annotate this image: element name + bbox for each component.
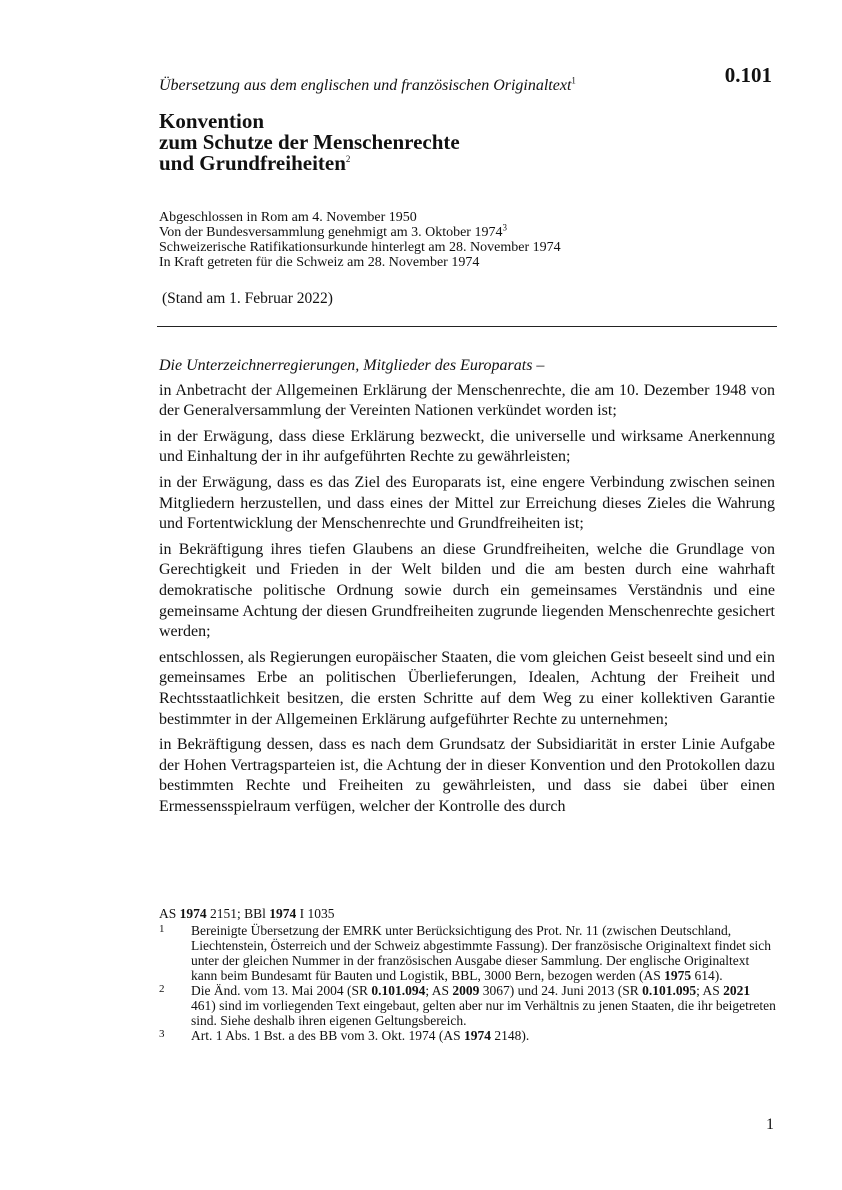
title-line-3: und Grundfreiheiten xyxy=(159,151,346,175)
sr-number: 0.101 xyxy=(724,63,772,87)
footnote-text-part: Art. 1 Abs. 1 Bst. a des BB vom 3. Okt. 1974 (AS xyxy=(191,1028,465,1043)
footnote-2 xyxy=(159,983,777,1028)
document-title xyxy=(159,111,460,174)
footnote-text xyxy=(191,923,777,983)
footnote-text-part: Die Änd. vom 13. Mai 2004 (SR xyxy=(191,983,372,998)
footnote-ref-1[interactable]: 1 xyxy=(571,75,576,86)
footnote-text xyxy=(191,983,777,1028)
footnote-text-part: 2148). xyxy=(491,1028,530,1043)
source-year: 1974 xyxy=(179,906,207,921)
footnote-text-part: ; AS xyxy=(696,983,724,998)
title-line-1: Konvention xyxy=(159,109,265,133)
title-line-2: zum Schutze der Menschenrechte xyxy=(159,130,460,154)
preamble-intro: Die Unterzeichnerregierungen, Mitglieder des Europarats – xyxy=(159,357,545,374)
footnote-number: 1 xyxy=(159,923,165,935)
translation-note-text: Übersetzung aus dem englischen und französischen Originaltext xyxy=(159,77,572,94)
footnote-text-part: 614). xyxy=(691,968,723,983)
source-reference xyxy=(159,906,777,921)
preamble xyxy=(159,356,775,822)
footnote-text-part: ; AS xyxy=(425,983,453,998)
source-text: AS xyxy=(159,906,180,921)
footnote-1 xyxy=(159,923,777,983)
footnote-bold: 1975 xyxy=(664,968,692,983)
footnote-ref-2[interactable]: 2 xyxy=(345,154,351,164)
translation-note xyxy=(159,77,576,95)
source-text: I 1035 xyxy=(296,906,335,921)
footnote-text-part: Bereinigte Übersetzung der EMRK unter Berücksichtigung des Prot. Nr. 11 (zwischen Deutschland, Liechtenstein, Österreich und der Schweiz abgestimmte Fassung). Der französische Originaltext findet sich unter der gleichen Nummer in der französischen Ausgabe dieser Sammlung. Der englische Originaltext kann beim Bundesamt für Bauten und Logistik, BBL, 3000 Bern, bezogen werden (AS xyxy=(191,923,771,983)
footnote-bold: 0.101.094 xyxy=(371,983,426,998)
footnotes xyxy=(159,906,777,1043)
footnote-text xyxy=(191,1028,777,1043)
footnote-text-part: 461) sind im vorliegenden Text eingebaut, gelten aber nur im Verhältnis zu jenen Staaten, die ihr beigetreten sind. Siehe deshalb ihren eigenen Geltungsbereich. xyxy=(191,998,776,1028)
concluded-date: Abgeschlossen in Rom am 4. November 1950 xyxy=(159,210,417,225)
header-divider xyxy=(157,326,777,327)
footnote-bold: 2021 xyxy=(723,983,751,998)
footnote-bold: 0.101.095 xyxy=(642,983,697,998)
footnote-text-part: 3067) und 24. Juni 2013 (SR xyxy=(479,983,643,998)
approved-text: Von der Bundesversammlung genehmigt am 3. Oktober 1974 xyxy=(159,225,503,240)
footnote-bold: 2009 xyxy=(452,983,480,998)
footnote-number: 3 xyxy=(159,1028,165,1040)
footnote-3 xyxy=(159,1028,777,1043)
in-force-date: In Kraft getreten für die Schweiz am 28. November 1974 xyxy=(159,255,480,270)
preamble-paragraph: in Bekräftigung dessen, dass es nach dem Grundsatz der Subsidiarität in erster Linie Aufgabe der Hohen Vertragsparteien ist, die Achtung der in dieser Konvention und den Protokollen dazu bestimmten Rechte und Freiheiten zu gewährleisten, und dass sie dabei über einen Ermessensspielraum verfügen, welcher der Kontrolle des durch xyxy=(159,736,775,815)
adoption-details xyxy=(159,210,561,270)
preamble-paragraph: in Anbetracht der Allgemeinen Erklärung der Menschenrechte, die am 10. Dezember 1948 von der Generalversammlung der Vereinten Nationen verkündet worden ist; xyxy=(159,381,775,420)
footnote-bold: 1974 xyxy=(464,1028,492,1043)
preamble-paragraph: in der Erwägung, dass es das Ziel des Europarats ist, eine engere Verbindung zwischen seinen Mitgliedern herzustellen, und dass eines der Mittel zur Erreichung dieses Zieles die Wahrung und Fortentwicklung der Menschenrechte und Grundfreiheiten ist; xyxy=(159,473,775,533)
footnote-number: 2 xyxy=(159,983,165,995)
preamble-paragraph: in Bekräftigung ihres tiefen Glaubens an diese Grundfreiheiten, welche die Grundlage von Gerechtigkeit und Frieden in der Welt bilden und die am besten durch eine wahrhaft demokratische politische Ordnung sowie durch ein gemeinsames Verständnis und eine gemeinsame Achtung der diesen Grundfreiheiten zugrunde liegenden Menschenrechte gesichert werden; xyxy=(159,540,775,641)
approved-date xyxy=(159,222,561,240)
preamble-paragraph: entschlossen, als Regierungen europäischer Staaten, die vom gleichen Geist beseelt sind und ein gemeinsames Erbe an politischen Überlieferungen, Idealen, Achtung der Freiheit und Rechtsstaatlichkeit besitzen, die ersten Schritte auf dem Weg zu einer kollektiven Garantie bestimmter in der Allgemeinen Erklärung aufgeführter Rechte zu unternehmen; xyxy=(159,648,775,728)
footnote-ref-3[interactable]: 3 xyxy=(502,222,507,233)
page-number: 1 xyxy=(766,1116,774,1133)
status-date: (Stand am 1. Februar 2022) xyxy=(162,290,333,307)
source-text: 2151; BBl xyxy=(206,906,270,921)
ratification-date: Schweizerische Ratifikationsurkunde hinterlegt am 28. November 1974 xyxy=(159,240,561,255)
preamble-paragraph: in der Erwägung, dass diese Erklärung bezweckt, die universelle und wirksame Anerkennung und Einhaltung der in ihr aufgeführten Rechte zu gewährleisten; xyxy=(159,427,775,466)
source-year: 1974 xyxy=(269,906,297,921)
